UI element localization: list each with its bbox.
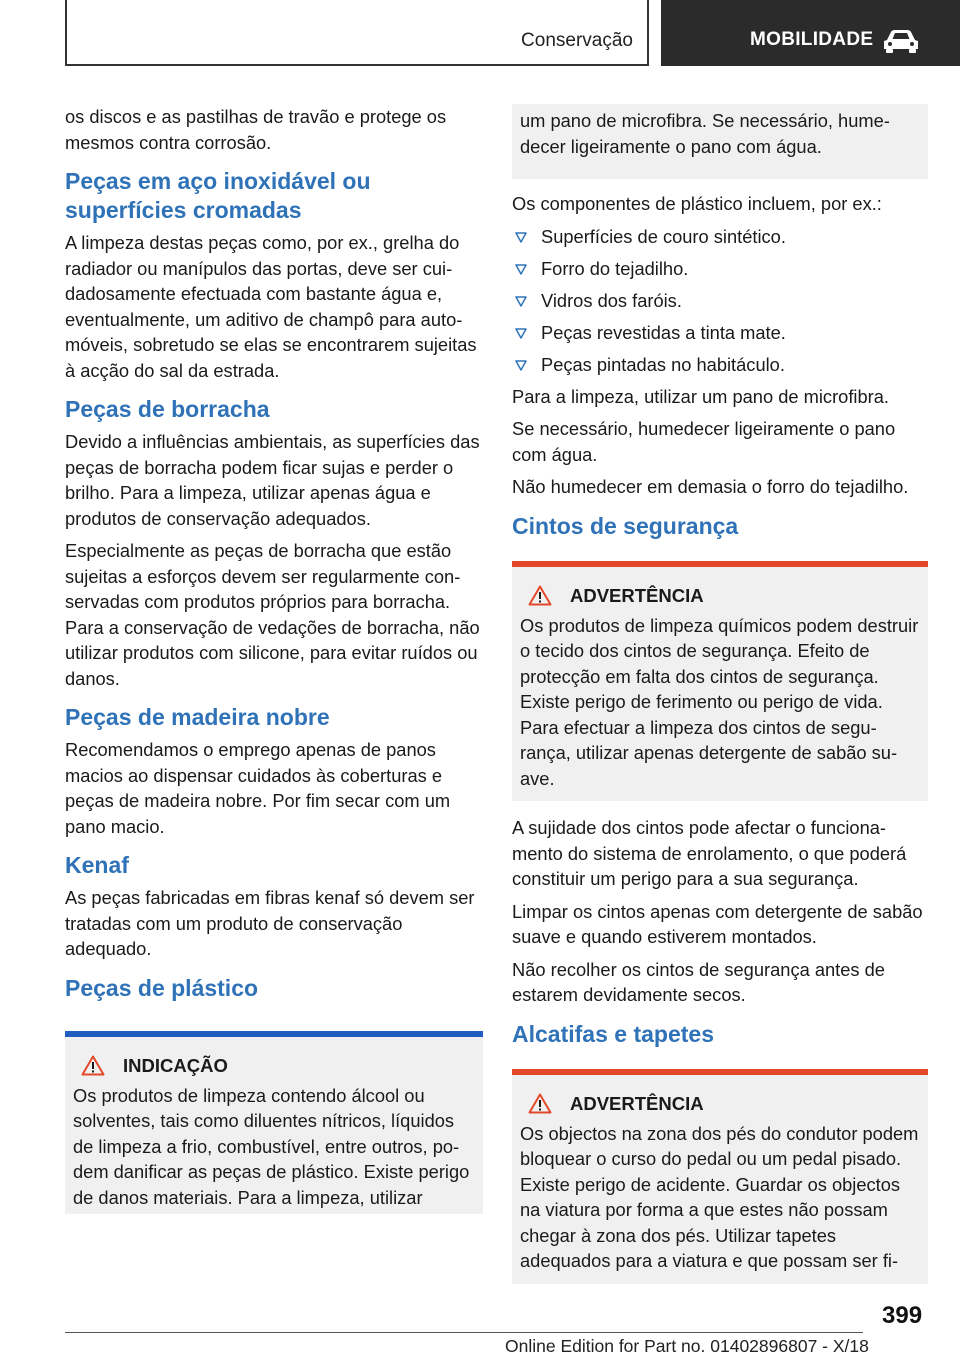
footer-divider [65, 1332, 863, 1333]
note-box-label: INDICAÇÃO [123, 1054, 228, 1076]
header-section-box [65, 0, 649, 66]
triangle-bullet-icon [515, 327, 527, 339]
heading-carpets-mats: Alcatifas e tapetes [512, 1020, 714, 1047]
note-box-title [73, 1055, 475, 1077]
right-column [512, 104, 928, 1298]
heading-fine-wood: Peças de madeira nobre [65, 704, 330, 730]
paragraph-fine-wood: Recomendamos o emprego apenas de panos macios ao dispensar cuidados às coberturas e peças de madeira nobre. Por fim secar com um pano macio. [65, 739, 451, 837]
page-number: 399 [882, 1302, 923, 1329]
warning-box-carpets [512, 1069, 928, 1284]
list-item-text: Vidros dos faróis. [541, 289, 682, 311]
paragraph-stainless-chrome: A limpeza destas peças como, por ex., grelha do radiador ou manípulos das portas, deve ser cuidadosamente efectuada com bastante água e, eventualmente, um aditivo de champô para automóveis, sobretudo se elas se encontrarem sujeitas à acção do sal da estrada. [65, 232, 477, 381]
car-icon [881, 28, 921, 54]
warning-box-text: Os produtos de limpeza químicos podem destruir o tecido dos cintos de segurança. Efeito de protecção em falta dos cintos de segurança. Existe perigo de ferimento ou perigo de vida. Para efectuar a limpeza dos cintos de segurança, utilizar apenas detergente de sabão suave. [520, 614, 919, 789]
paragraph-rubber-1: Devido a influências ambientais, as superfícies das peças de borracha podem ficar sujas e perder o brilho. Para a limpeza, utilizar apenas água e produtos de conservação adequados. [65, 431, 480, 529]
list-item [512, 256, 928, 282]
warning-box-title [520, 1093, 920, 1115]
heading-kenaf: Kenaf [65, 852, 129, 878]
header-chapter-box [661, 0, 960, 66]
header-section-title: Conservação [521, 30, 633, 51]
left-column [65, 104, 483, 1214]
intro-paragraph: os discos e as pastilhas de travão e protege os mesmos contra corrosão. [65, 106, 447, 153]
warning-box-seat-belts [512, 561, 928, 802]
paragraph-belt-clean: Limpar os cintos apenas com detergente de sabão suave e quando estiverem montados. [512, 900, 923, 947]
list-item-text: Peças revestidas a tinta mate. [541, 321, 786, 343]
note-box [65, 1031, 483, 1215]
triangle-bullet-icon [515, 231, 527, 243]
footer-edition: Online Edition for Part no. 01402896807 - X/18 [505, 1336, 869, 1356]
heading-plastic: Peças de plástico [65, 974, 259, 1001]
warning-triangle-icon [528, 585, 552, 606]
heading-seat-belts: Cintos de segurança [512, 512, 739, 539]
paragraph-rubber-2: Especialmente as peças de borracha que estão sujeitas a esforços devem ser regularmente conservadas com produtos próprios para borracha. Para a conservação de vedações de borracha, não utilizar produtos com silicone, para evitar ruídos ou danos. [65, 540, 480, 689]
header-chapter-title: MOBILIDADE [750, 29, 874, 50]
heading-rubber: Peças de borracha [65, 396, 270, 422]
heading-stainless-chrome: Peças em aço inoxidável ou superfícies cromadas [65, 168, 371, 223]
paragraph-headliner: Não humedecer em demasia o forro do tejadilho. [512, 476, 909, 497]
triangle-bullet-icon [515, 295, 527, 307]
note-box-continued-text: um pano de microfibra. Se necessário, humedecer ligeiramente o pano com água. [520, 110, 890, 157]
list-item-text: Forro do tejadilho. [541, 257, 689, 279]
note-box-continued [512, 104, 928, 179]
paragraph-belt-dry: Não recolher os cintos de segurança antes de estarem devidamente secos. [512, 958, 885, 1005]
warning-box-label: ADVERTÊNCIA [570, 584, 704, 606]
list-item-text: Superfícies de couro sintético. [541, 225, 786, 247]
paragraph-moisten: Se necessário, humedecer ligeiramente o pano com água. [512, 418, 896, 465]
paragraph-plastic-components: Os componentes de plástico incluem, por ex.: [512, 193, 882, 214]
list-item [512, 288, 928, 314]
list-item [512, 224, 928, 250]
paragraph-microfiber: Para a limpeza, utilizar um pano de microfibra. [512, 385, 889, 407]
list-item-text: Peças pintadas no habitáculo. [541, 353, 785, 375]
plastic-components-list [512, 224, 928, 378]
warning-box-title [520, 585, 920, 607]
triangle-bullet-icon [515, 359, 527, 371]
warning-box-text: Os objectos na zona dos pés do condutor podem bloquear o curso do pedal ou um pedal pisado. Existe perigo de acidente. Guardar os objectos na viatura por forma a que estes não possam chegar à zona dos pés. Utilizar tapetes adequados para a viatura e que possam ser fi- [520, 1122, 919, 1271]
note-box-text: Os produtos de limpeza contendo álcool ou solventes, tais como diluentes nítricos, líquidos de limpeza a frio, combustível, entre outros, podem danificar as peças de plástico. Existe perigo de danos materiais. Para a limpeza, utilizar [73, 1084, 470, 1208]
paragraph-belt-dirt: A sujidade dos cintos pode afectar o funcionamento do sistema de enrolamento, o que poderá constituir um perigo para a sua segurança. [512, 817, 907, 889]
warning-box-label: ADVERTÊNCIA [570, 1092, 704, 1114]
triangle-bullet-icon [515, 263, 527, 275]
list-item [512, 352, 928, 378]
warning-triangle-icon [528, 1093, 552, 1114]
list-item [512, 320, 928, 346]
paragraph-kenaf: As peças fabricadas em fibras kenaf só devem ser tratadas com um produto de conservação adequado. [65, 887, 475, 959]
warning-triangle-icon [81, 1055, 105, 1076]
